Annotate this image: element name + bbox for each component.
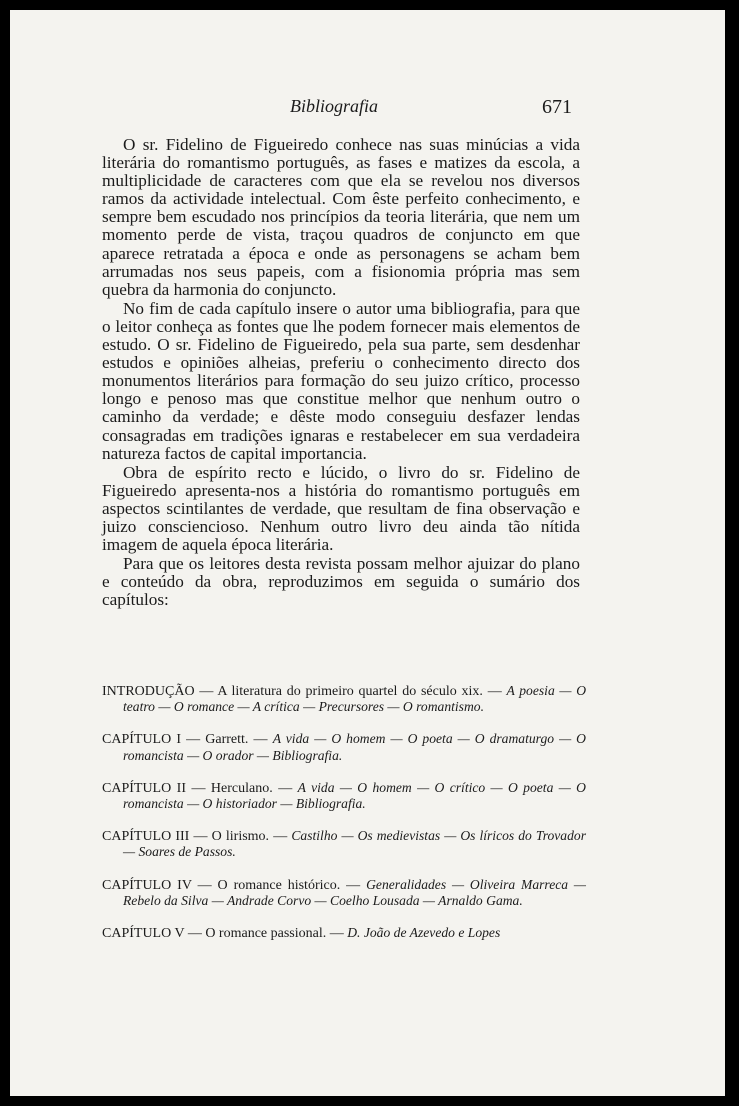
paragraph: O sr. Fidelino de Figueiredo conhece nas suas minúcias a vida literária do romantismo português, as fases e matizes da escola, a multiplicidade de caracteres com que ela se revelou nos diversos ramos da actividade intelectual. Com êste perfeito conhecimento, e sempre bem escudado nos princípios da teoria literária, que nem um momento perde de vista, traçou quadros de conjuncto em que aparece retratada a época e onde as personagens se acham bem arrumadas nos seus papeis, com a fisionomia própria mas sem quebra da harmonia do conjuncto.: [102, 135, 580, 299]
toc-heading: CAPÍTULO V — O romance passional. —: [102, 926, 344, 942]
toc-detail: Generalidades — Oliveira Marreca — Rebelo da Silva — Andrade Corvo — Coelho Lousada — Arnaldo Gama.: [123, 876, 586, 908]
toc-heading: CAPÍTULO IV — O romance histórico. —: [102, 877, 361, 893]
paragraph: Obra de espírito recto e lúcido, o livro do sr. Fidelino de Figueiredo apresenta-nos a história do romantismo português em aspectos scintilantes de verdade, que resultam de fina observação e juizo consciencioso. Nenhum outro livro deu ainda tão nítida imagem de aquela época literária.: [102, 462, 580, 555]
toc-entry-capitulo-4: [102, 877, 586, 909]
toc-detail: D. João de Azevedo e Lopes: [347, 925, 501, 941]
toc-heading: CAPÍTULO II — Herculano. —: [102, 780, 293, 796]
toc-detail: Castilho — Os medievistas — Os líricos do Trovador — Soares de Passos.: [123, 828, 586, 860]
body-text: [102, 136, 580, 609]
toc-heading: CAPÍTULO III — O lirismo. —: [102, 829, 288, 845]
paragraph: No fim de cada capítulo insere o autor uma bibliografia, para que o leitor conheça as fontes que lhe podem fornecer mais elementos de estudo. O sr. Fidelino de Figueiredo, pela sua parte, sem desdenhar estudos e opiniões alheias, preferiu o conhecimento directo dos monumentos literários para formação do seu juizo crítico, processo longo e penoso mas que constitue melhor que nenhum outro o caminho da verdade; e dêste modo conseguiu desfazer lendas consagradas em tradições ignaras e restabelecer em sua verdadeira natureza factos de capital importancia.: [102, 298, 580, 463]
toc-heading: CAPÍTULO I — Garrett. —: [102, 732, 268, 748]
table-of-contents: [102, 683, 586, 957]
paragraph: Para que os leitores desta revista possam melhor ajuizar do plano e conteúdo da obra, reproduzimos em seguida o sumário dos capítulos:: [102, 554, 580, 610]
running-head-title: Bibliografia: [290, 96, 379, 116]
page-number: 671: [542, 96, 572, 118]
book-page: [8, 8, 727, 1098]
toc-detail: A poesia — O teatro — O romance — A crítica — Precursores — O romantismo.: [123, 683, 587, 715]
toc-detail: A vida — O homem — O poeta — O dramaturgo — O romancista — O orador — Bibliografia.: [123, 731, 587, 763]
running-head: [10, 96, 729, 120]
toc-entry-capitulo-3: [102, 828, 586, 860]
toc-entry-capitulo-2: [102, 780, 586, 812]
toc-detail: A vida — O homem — O crítico — O poeta — O romancista — O historiador — Bibliografia.: [123, 779, 587, 812]
toc-heading: INTRODUÇÃO — A literatura do primeiro quartel do século xix. —: [102, 684, 502, 699]
toc-entry-capitulo-1: [102, 731, 586, 763]
toc-entry-capitulo-5: [102, 925, 586, 941]
toc-entry-introducao: [102, 683, 586, 715]
